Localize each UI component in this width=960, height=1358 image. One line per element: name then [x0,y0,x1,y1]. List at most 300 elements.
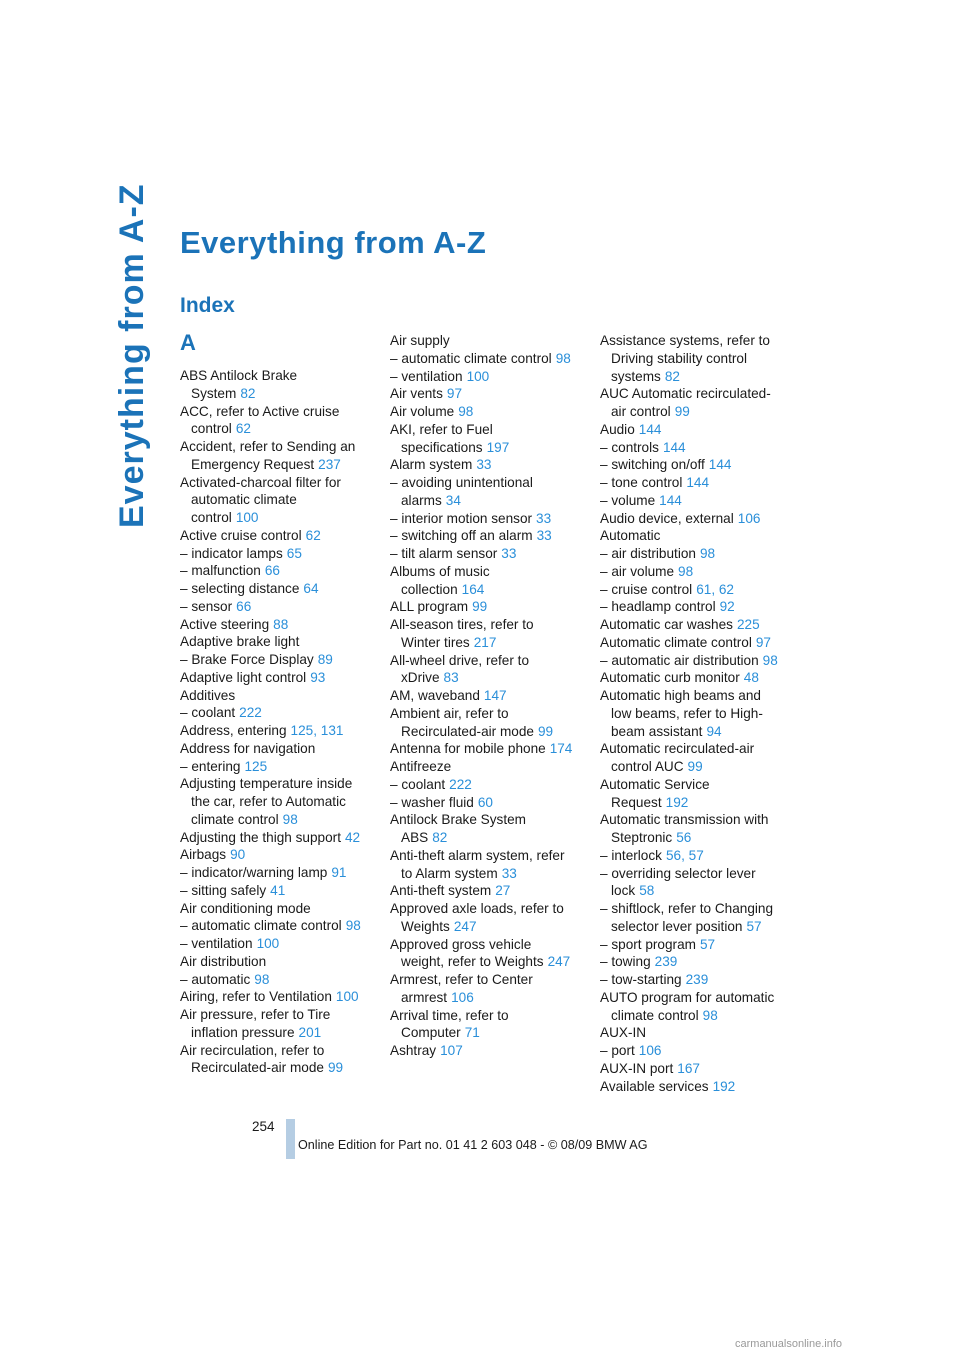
page-ref-link[interactable]: 100 [256,936,280,951]
index-entry [600,456,800,474]
index-entry [390,563,590,599]
entry-text: – avoiding unintentional alarms [390,475,533,508]
page-ref-group [655,954,678,969]
page-ref-link[interactable]: 201 [298,1024,322,1040]
index-column-3 [600,332,800,1095]
page-ref-link[interactable]: 192 [665,794,689,810]
page-ref-link[interactable]: 106 [638,1043,662,1058]
page-ref-link[interactable]: 89 [317,652,333,667]
index-entry [180,953,380,971]
footer-bar [286,1119,295,1159]
page-ref-group [299,1025,322,1040]
index-entry [600,439,800,457]
page-ref-link[interactable]: 106 [737,510,761,526]
page-ref-link[interactable]: 222 [239,705,262,721]
page-ref-link[interactable]: 99 [537,723,554,739]
page-ref-link[interactable]: 98 [702,1007,718,1023]
page-ref-link[interactable]: 57 [746,918,762,934]
page-ref-link[interactable]: 33 [501,865,517,881]
page-ref-link[interactable]: 42 [344,829,361,845]
entry-text: – entering [180,758,241,774]
page-ref-link[interactable]: 99 [327,1060,344,1076]
index-entry [390,882,590,900]
index-entry [180,829,380,847]
entry-text: Anti-theft system [390,883,492,899]
entry-text: Address for navigation [180,740,316,756]
page-ref-group [763,653,778,668]
page-ref-group [458,404,473,419]
page-ref-group [659,493,682,508]
entry-text: Antilock Brake System ABS [390,812,526,845]
index-entry [600,385,800,421]
page-ref-link[interactable]: 33 [501,546,517,561]
page-ref-link[interactable]: 98 [458,404,474,419]
index-entry [390,332,590,350]
index-entry [390,474,590,510]
page-ref-link[interactable]: 90 [230,847,246,863]
page-ref-group [346,918,361,933]
page-ref-link[interactable]: 82 [664,368,680,384]
page-ref-link[interactable]: 41 [270,882,286,898]
page-ref-group [236,510,259,525]
index-column-2 [390,332,590,1060]
entry-text: – tilt alarm sensor [390,546,498,561]
page-ref-link[interactable]: 144 [638,421,662,437]
index-entry [600,687,800,740]
page-ref-separator: , [681,847,689,863]
index-entry [180,527,380,545]
index-entry [180,598,380,616]
index-entry [390,971,590,1007]
entry-text: – malfunction [180,563,261,579]
page-ref-link[interactable]: 48 [743,670,759,686]
entry-text: Air volume [390,404,455,419]
index-entry [180,438,380,474]
entry-text: – automatic [180,971,251,987]
page-ref-link[interactable]: 225 [736,617,760,632]
index-entry [390,545,590,563]
index-entry [390,421,590,457]
page-ref-link[interactable]: 247 [547,954,571,970]
page-ref-link[interactable]: 71 [464,1025,480,1041]
page-ref-group [273,617,288,632]
index-entry [390,740,590,758]
entry-text: Armrest, refer to Center armrest [390,972,533,1005]
page-ref-link[interactable]: 237 [318,456,341,472]
page-ref-link[interactable]: 97 [755,634,771,650]
page-ref-group [230,847,245,862]
entry-text: – overriding selector lever lock [600,865,756,899]
page-ref-link[interactable]: 125 [244,758,268,774]
page-ref-link[interactable]: 56 [676,830,692,845]
page-ref-link[interactable]: 33 [536,510,552,526]
page-ref-link[interactable]: 33 [536,528,552,544]
index-entry [180,580,380,598]
index-entry [180,864,380,882]
index-entry [600,669,800,687]
index-entry [180,562,380,580]
entry-text: Alarm system [390,457,473,473]
entry-text: Available services [600,1078,709,1094]
page-ref-group [537,528,552,543]
page-ref-link[interactable]: 93 [310,669,326,685]
entry-text: AUX-IN [600,1025,647,1041]
entry-text: – cruise control [600,581,693,597]
page-ref-link[interactable]: 91 [331,865,347,880]
entry-text: AUC Automatic recirculated- air control [600,386,771,419]
entry-text: – indicator lamps [180,545,283,561]
index-entry [390,368,590,386]
page-ref-group [451,990,474,1005]
page-ref-link[interactable]: 57 [688,847,704,863]
entry-text: – port [600,1043,635,1058]
index-entry [180,917,380,935]
page-ref-group [556,351,571,366]
index-entry [180,722,380,740]
page-ref-link[interactable]: 174 [549,741,573,757]
index-entry [180,971,380,989]
entry-text: All-season tires, refer to Winter tires [390,617,534,650]
page-ref-link[interactable]: 98 [555,350,571,366]
page-ref-link[interactable]: 239 [654,954,678,970]
index-heading: Index [180,294,235,317]
page-ref-link[interactable]: 57 [699,936,716,952]
page-ref-group [476,457,491,472]
page-number: 254 [252,1119,275,1134]
index-entry [390,510,590,528]
page-ref-link[interactable]: 164 [461,581,485,597]
page-ref-group [639,883,654,898]
index-entry [600,776,800,812]
page-ref-link[interactable]: 60 [477,794,493,810]
index-entry [600,581,800,599]
page-ref-group [236,421,251,436]
entry-text: – ventilation [180,936,253,951]
page-ref-link[interactable]: 27 [495,883,511,899]
index-entry [600,865,800,901]
index-entry [600,563,800,581]
page-ref-group [501,546,516,561]
page-ref-link[interactable]: 144 [662,439,686,455]
page-ref-link[interactable]: 100 [235,510,259,525]
page-ref-link[interactable]: 92 [719,599,735,615]
index-entry [390,900,590,936]
page-ref-group [454,919,477,934]
entry-text: – coolant [180,705,236,721]
entry-text: Automatic car washes [600,617,733,632]
page-ref-group [345,830,360,845]
page-ref-link[interactable]: 144 [708,457,732,473]
index-entry [390,385,590,403]
index-entry [390,758,590,776]
entry-text: – ventilation [390,368,463,384]
page-ref-link[interactable]: 97 [446,386,463,402]
page-ref-link[interactable]: 239 [685,972,709,987]
entry-text: – interior motion sensor [390,510,533,526]
index-entry [390,1042,590,1060]
page-ref-link[interactable]: 192 [712,1078,736,1094]
page-ref-separator: , [711,581,719,597]
page-ref-link[interactable]: 100 [335,989,359,1005]
page-ref-link[interactable]: 65 [286,545,302,561]
entry-text: – washer fluid [390,794,474,810]
page-ref-link[interactable]: 62 [305,527,321,543]
page-ref-group [676,830,691,845]
index-entry [390,705,590,741]
index-entry [600,332,800,385]
page-ref-group [686,475,709,490]
page-ref-group [502,866,517,881]
index-entry [600,652,800,670]
entry-text: All-wheel drive, refer to xDrive [390,652,530,686]
page-ref-group [688,759,703,774]
page-ref-link[interactable]: 144 [686,475,710,490]
entry-text: Audio device, external [600,510,734,526]
page-ref-link[interactable]: 82 [432,830,448,845]
page-ref-link[interactable]: 94 [706,723,722,739]
page-ref-group [538,724,553,739]
page-ref-group [703,1008,718,1023]
index-entry [390,456,590,474]
page-ref-group [737,617,760,632]
page-ref-group [744,670,759,685]
page-ref-group [495,883,510,898]
page-ref-group [550,741,573,756]
index-entry [390,936,590,972]
page-ref-group [449,777,472,792]
page-ref-group [677,1061,700,1076]
index-entry [600,510,800,528]
index-entry [600,616,800,634]
page-ref-link[interactable]: 88 [273,616,289,632]
entry-text: Adjusting temperature inside the car, refer to Automatic climate control [180,776,353,827]
page-ref-group [303,581,318,596]
page-ref-link[interactable]: 98 [345,918,361,934]
page-ref-group [465,1025,480,1040]
page-ref-group [444,670,459,685]
index-entry [600,1078,800,1096]
entry-text: ACC, refer to Active cruise control [180,403,340,437]
page-ref-link[interactable]: 58 [639,883,655,899]
page-ref-group [536,511,551,526]
index-entry [180,403,380,439]
entry-text: – headlamp control [600,599,716,615]
page-ref-group [706,724,721,739]
entry-text: Accident, refer to Sending an Emergency Request [180,439,356,472]
page-ref-group [462,582,485,597]
page-ref-group [306,528,321,543]
page-ref-group [240,386,255,401]
entry-text: – coolant [390,776,446,792]
page-ref-link[interactable]: 61 [696,581,712,597]
page-ref-link[interactable]: 66 [236,598,252,614]
page-ref-link[interactable]: 131 [320,723,344,738]
entry-text: – sensor [180,598,233,614]
page-ref-group [236,599,251,614]
index-entry [390,811,590,847]
page-ref-group [709,457,732,472]
page-ref-link[interactable]: 98 [699,546,716,561]
index-entry [180,846,380,864]
index-entry [180,988,380,1006]
page-ref-group [446,493,461,508]
page-ref-link[interactable]: 107 [440,1043,463,1058]
page-ref-group [720,599,735,614]
index-entry [390,776,590,794]
index-entry [390,687,590,705]
entry-text: Air supply [390,333,450,348]
index-column-1 [180,367,380,1077]
page-ref-group [663,440,686,455]
page-ref-group [270,883,285,898]
entry-text: Approved gross vehicle weight, refer to Weights [390,936,544,970]
page-ref-link[interactable]: 66 [264,563,280,579]
entry-text: ABS Antilock Brake System [180,368,298,401]
page-ref-link[interactable]: 62 [718,581,734,597]
entry-text: Automatic [600,528,661,544]
index-entry [600,527,800,545]
entry-text: – interlock [600,847,662,863]
index-entry [180,687,380,705]
index-entry [390,794,590,812]
entry-text: AUTO program for automatic climate control [600,989,775,1023]
entry-text: Arrival time, refer to Computer [390,1007,509,1041]
page-ref-link[interactable]: 147 [483,688,507,703]
page-ref-group [336,989,359,1004]
page-ref-link[interactable]: 99 [472,599,488,615]
entry-text: Air pressure, refer to Tire inflation pressure [180,1007,331,1040]
page-ref-group [700,546,715,561]
index-entry [180,669,380,687]
page-ref-group [639,422,662,437]
page-ref-group [318,652,333,667]
index-entry [180,1042,380,1078]
page-ref-link[interactable]: 125 [290,723,314,738]
index-entry [390,350,590,368]
page-ref-link[interactable]: 98 [282,811,298,827]
page-ref-group [328,1060,343,1075]
entry-text: – tone control [600,475,683,490]
page-ref-group [287,546,302,561]
page-ref-link[interactable]: 82 [240,385,256,401]
entry-text: Automatic climate control [600,634,752,650]
page-ref-link[interactable]: 197 [486,439,510,455]
index-entry [180,545,380,563]
side-title: Everything from A-Z [113,183,151,528]
page-ref-link[interactable]: 98 [254,971,270,987]
page-ref-group [291,723,344,738]
index-entry [180,935,380,953]
entry-text: ALL program [390,599,469,615]
entry-text: Additives [180,687,236,703]
index-entry [390,403,590,421]
page-ref-group [283,812,298,827]
page-ref-group [244,759,267,774]
page-ref-link[interactable]: 106 [451,989,474,1005]
index-entry [180,616,380,634]
page-ref-link[interactable]: 62 [235,421,251,437]
entry-text: Anti-theft alarm system, refer to Alarm system [390,847,565,881]
entry-text: Ambient air, refer to Recirculated-air mode [390,705,534,739]
page-ref-link[interactable]: 34 [445,492,461,508]
page-ref-link[interactable]: 247 [453,918,477,934]
entry-text: Active steering [180,616,270,632]
section-letter: A [180,330,196,355]
page-ref-group [665,369,680,384]
page-ref-link[interactable]: 98 [762,652,778,668]
entry-text: – shiftlock, refer to Changing selector lever position [600,901,774,934]
page-ref-link[interactable]: 99 [687,759,703,774]
entry-text: Airing, refer to Ventilation [180,989,332,1005]
page-ref-link[interactable]: 64 [303,581,319,596]
page-ref-link[interactable]: 100 [466,368,490,384]
entry-text: – air distribution [600,546,696,561]
entry-text: – tow-starting [600,972,682,987]
page-ref-link[interactable]: 167 [677,1060,700,1076]
page-ref-link[interactable]: 56 [665,847,682,863]
page-ref-link[interactable]: 98 [678,563,694,579]
entry-text: – towing [600,954,651,970]
index-entry [180,1006,380,1042]
page-ref-group [257,936,280,951]
page-ref-link[interactable]: 83 [443,670,459,686]
entry-text: Automatic recirculated-air control AUC [600,741,755,774]
entry-text: AM, waveband [390,688,480,703]
page-ref-link[interactable]: 217 [473,634,497,650]
index-entry [390,598,590,616]
page-ref-group [310,670,325,685]
page-ref-group [318,457,341,472]
entry-text: Adaptive brake light [180,634,300,650]
page-ref-group [432,830,447,845]
index-entry [600,900,800,936]
entry-text: Adaptive light control [180,669,307,685]
page-ref-group [686,972,709,987]
page-ref-link[interactable]: 144 [659,492,682,508]
entry-text: Approved axle loads, refer to Weights [390,901,564,934]
entry-text: Automatic curb monitor [600,670,740,686]
page-ref-group [713,1079,736,1094]
index-entry [600,545,800,563]
entry-text: Address, entering [180,723,287,738]
index-entry [600,936,800,954]
index-entry [600,971,800,989]
page-ref-group [254,972,269,987]
index-entry [600,1024,800,1042]
entry-text: – switching on/off [600,457,705,473]
entry-text: Automatic high beams and low beams, refer to High- beam assistant [600,688,763,739]
page-ref-link[interactable]: 222 [449,776,472,792]
page-ref-link[interactable]: 99 [674,404,690,419]
index-entry [180,633,380,651]
entry-text: Air vents [390,386,443,402]
page-ref-group [675,404,690,419]
page-ref-link[interactable]: 33 [476,457,492,473]
index-entry [180,367,380,403]
index-entry [390,652,590,688]
entry-text: Air distribution [180,953,267,969]
page-ref-group [440,1043,463,1058]
page-ref-group [472,599,487,614]
entry-text: Ashtray [390,1043,437,1058]
page-ref-group [746,919,761,934]
index-entry [180,740,380,758]
page-ref-group [239,705,262,720]
entry-text: Activated-charcoal filter for automatic climate control [180,474,341,525]
index-entry [600,1060,800,1078]
page-ref-group [487,440,510,455]
entry-text: Antifreeze [390,759,452,774]
